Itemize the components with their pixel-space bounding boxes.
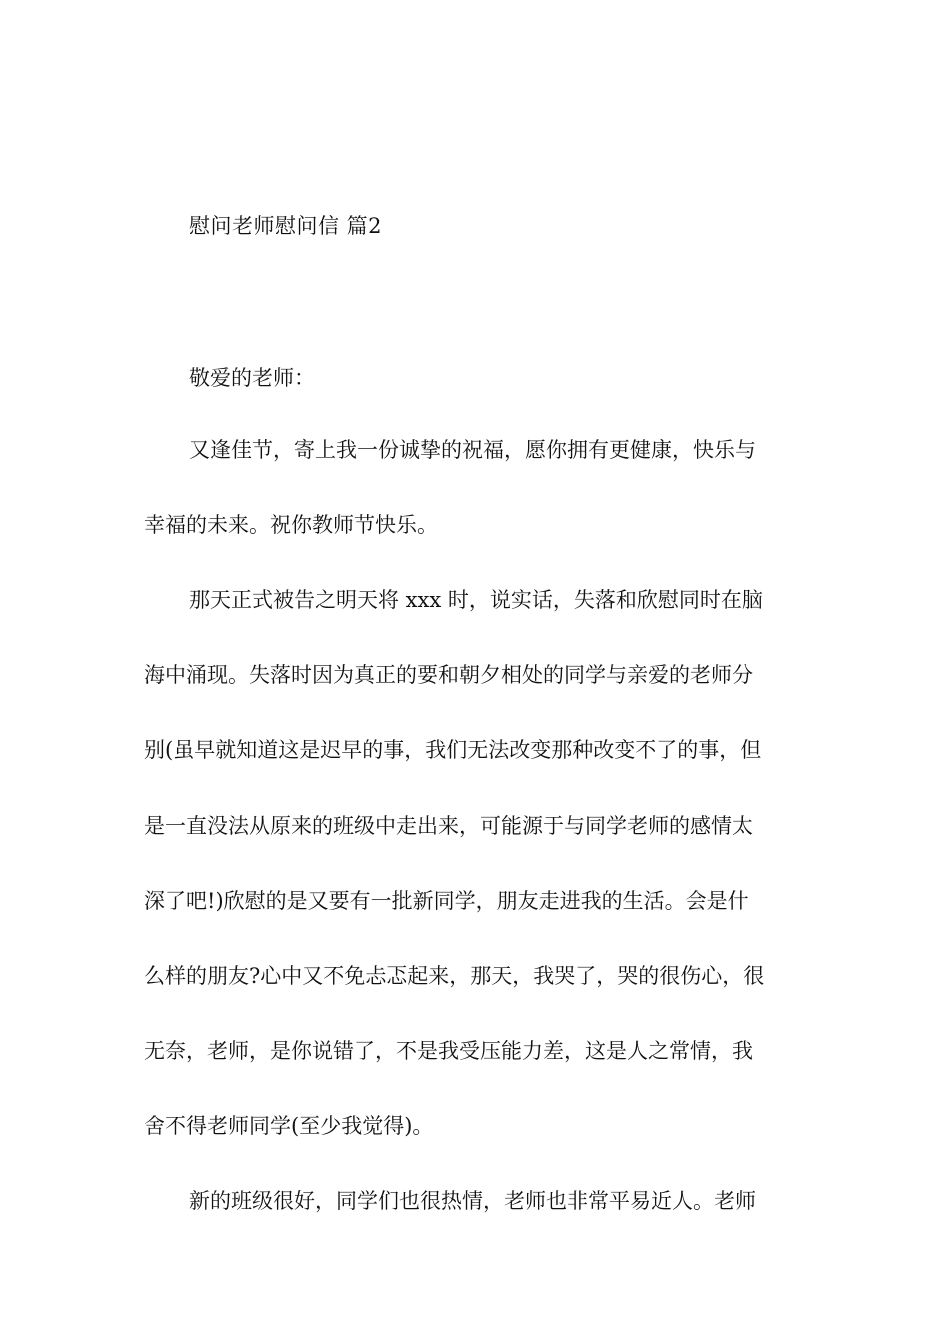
body-line: 么样的朋友?心中又不免忐忑起来，那天，我哭了，哭的很伤心，很 <box>144 964 765 988</box>
body-line: 无奈，老师，是你说错了，不是我受压能力差，这是人之常情，我 <box>144 1039 753 1063</box>
body-line: 海中涌现。失落时因为真正的要和朝夕相处的同学与亲爱的老师分 <box>144 663 753 687</box>
body-line: 别(虽早就知道这是迟早的事，我们无法改变那种改变不了的事，但 <box>144 738 762 762</box>
body-line: 那天正式被告之明天将 xxx 时，说实话，失落和欣慰同时在脑 <box>189 588 763 612</box>
body-line: 新的班级很好，同学们也很热情，老师也非常平易近人。老师 <box>189 1189 756 1213</box>
body-line: 深了吧!)欣慰的是又要有一批新同学，朋友走进我的生活。会是什 <box>144 889 749 913</box>
letter-salutation: 敬爱的老师： <box>189 366 315 390</box>
body-line: 幸福的未来。祝你教师节快乐。 <box>144 513 438 537</box>
body-line: 是一直没法从原来的班级中走出来，可能源于与同学老师的感情太 <box>144 814 753 838</box>
document-heading: 慰问老师慰问信 篇2 <box>189 214 383 238</box>
body-line: 又逢佳节，寄上我一份诚挚的祝福，愿你拥有更健康，快乐与 <box>189 438 756 462</box>
body-line: 舍不得老师同学(至少我觉得)。 <box>144 1114 434 1138</box>
